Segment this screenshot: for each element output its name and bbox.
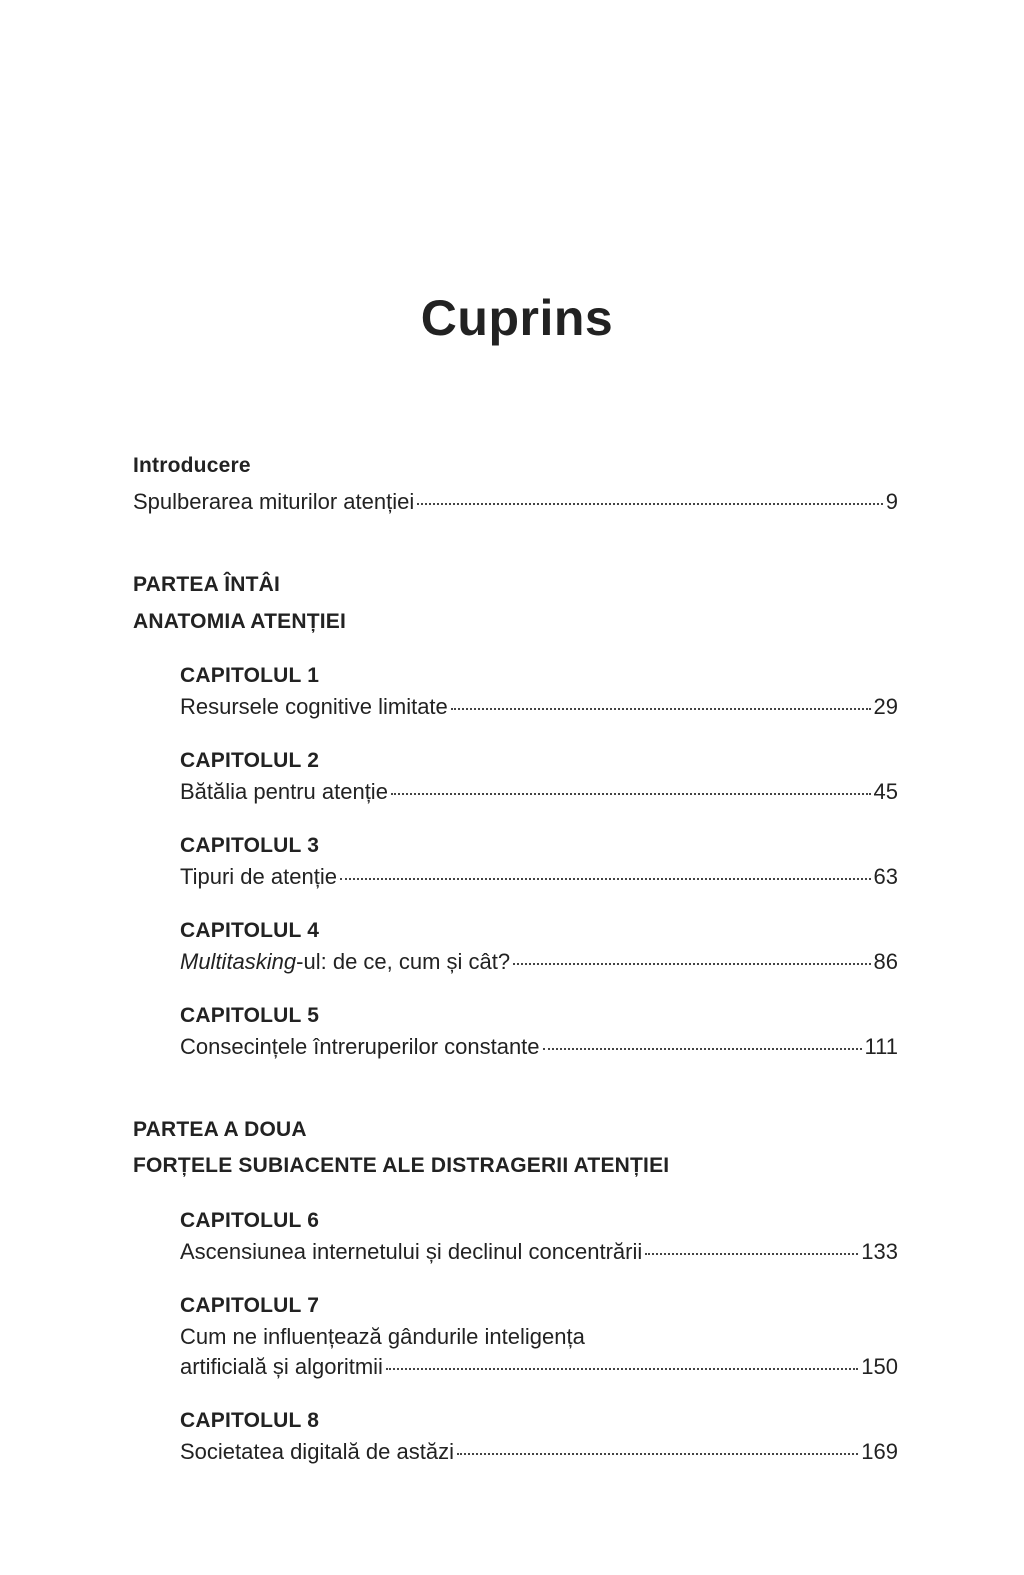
toc-entry-chapter-3[interactable] xyxy=(180,862,898,892)
entry-title: Bătălia pentru atenție xyxy=(180,779,388,804)
toc-entry-chapter-2[interactable] xyxy=(180,777,898,807)
part-label: PARTEA A DOUA xyxy=(133,1118,307,1141)
dot-leader xyxy=(386,1368,858,1370)
entry-title xyxy=(180,947,510,977)
page-title: Cuprins xyxy=(420,290,614,346)
dot-leader xyxy=(457,1453,858,1455)
part-name: ANATOMIA ATENȚIEI xyxy=(133,610,347,633)
toc-entry-chapter-4[interactable] xyxy=(180,947,898,977)
chapter-label: CAPITOLUL 4 xyxy=(180,919,320,942)
entry-page: 86 xyxy=(873,949,898,974)
chapter-label: CAPITOLUL 8 xyxy=(180,1409,320,1432)
chapter-label: CAPITOLUL 7 xyxy=(180,1294,320,1317)
entry-title: Consecințele întreruperilor constante xyxy=(180,1034,540,1059)
dot-leader xyxy=(451,708,871,710)
entry-title-italic: Multitasking xyxy=(180,949,297,974)
entry-page: 169 xyxy=(861,1439,898,1464)
dot-leader xyxy=(543,1048,862,1050)
entry-title: Tipuri de atenție xyxy=(180,864,337,889)
entry-page: 29 xyxy=(873,694,898,719)
chapter-label: CAPITOLUL 1 xyxy=(180,664,320,687)
dot-leader xyxy=(340,878,871,880)
dot-leader xyxy=(417,503,882,505)
entry-page: 45 xyxy=(873,779,898,804)
chapter-label: CAPITOLUL 6 xyxy=(180,1209,320,1232)
entry-title: Ascensiunea internetului și declinul concentrării xyxy=(180,1239,643,1264)
dot-leader xyxy=(645,1253,858,1255)
entry-title: Societatea digitală de astăzi xyxy=(180,1439,454,1464)
dot-leader xyxy=(513,963,870,965)
entry-page: 133 xyxy=(861,1239,898,1264)
part-label: PARTEA ÎNTÂI xyxy=(133,573,281,596)
entry-page: 63 xyxy=(873,864,898,889)
toc-entry-intro[interactable] xyxy=(133,487,898,517)
entry-page: 150 xyxy=(861,1354,898,1379)
entry-title: Spulberarea miturilor atenției xyxy=(133,489,415,514)
entry-title-line1[interactable]: Cum ne influențează gândurile inteligența xyxy=(180,1324,585,1349)
chapter-label: CAPITOLUL 3 xyxy=(180,834,320,857)
toc-entry-chapter-8[interactable] xyxy=(180,1437,898,1467)
entry-title-rest: -ul: de ce, cum și cât? xyxy=(296,949,511,974)
dot-leader xyxy=(391,793,871,795)
toc-entry-chapter-7[interactable] xyxy=(180,1352,898,1382)
toc-entry-chapter-1[interactable] xyxy=(180,692,898,722)
chapter-label: CAPITOLUL 2 xyxy=(180,749,320,772)
part-name: FORȚELE SUBIACENTE ALE DISTRAGERII ATENȚIEI xyxy=(133,1154,670,1177)
intro-heading: Introducere xyxy=(133,454,251,477)
toc-entry-chapter-6[interactable] xyxy=(180,1237,898,1267)
entry-page: 9 xyxy=(885,489,898,514)
toc-entry-chapter-5[interactable] xyxy=(180,1032,898,1062)
entry-page: 111 xyxy=(864,1034,898,1059)
entry-title: Resursele cognitive limitate xyxy=(180,694,448,719)
entry-title: artificială și algoritmii xyxy=(180,1354,383,1379)
chapter-label: CAPITOLUL 5 xyxy=(180,1004,320,1027)
